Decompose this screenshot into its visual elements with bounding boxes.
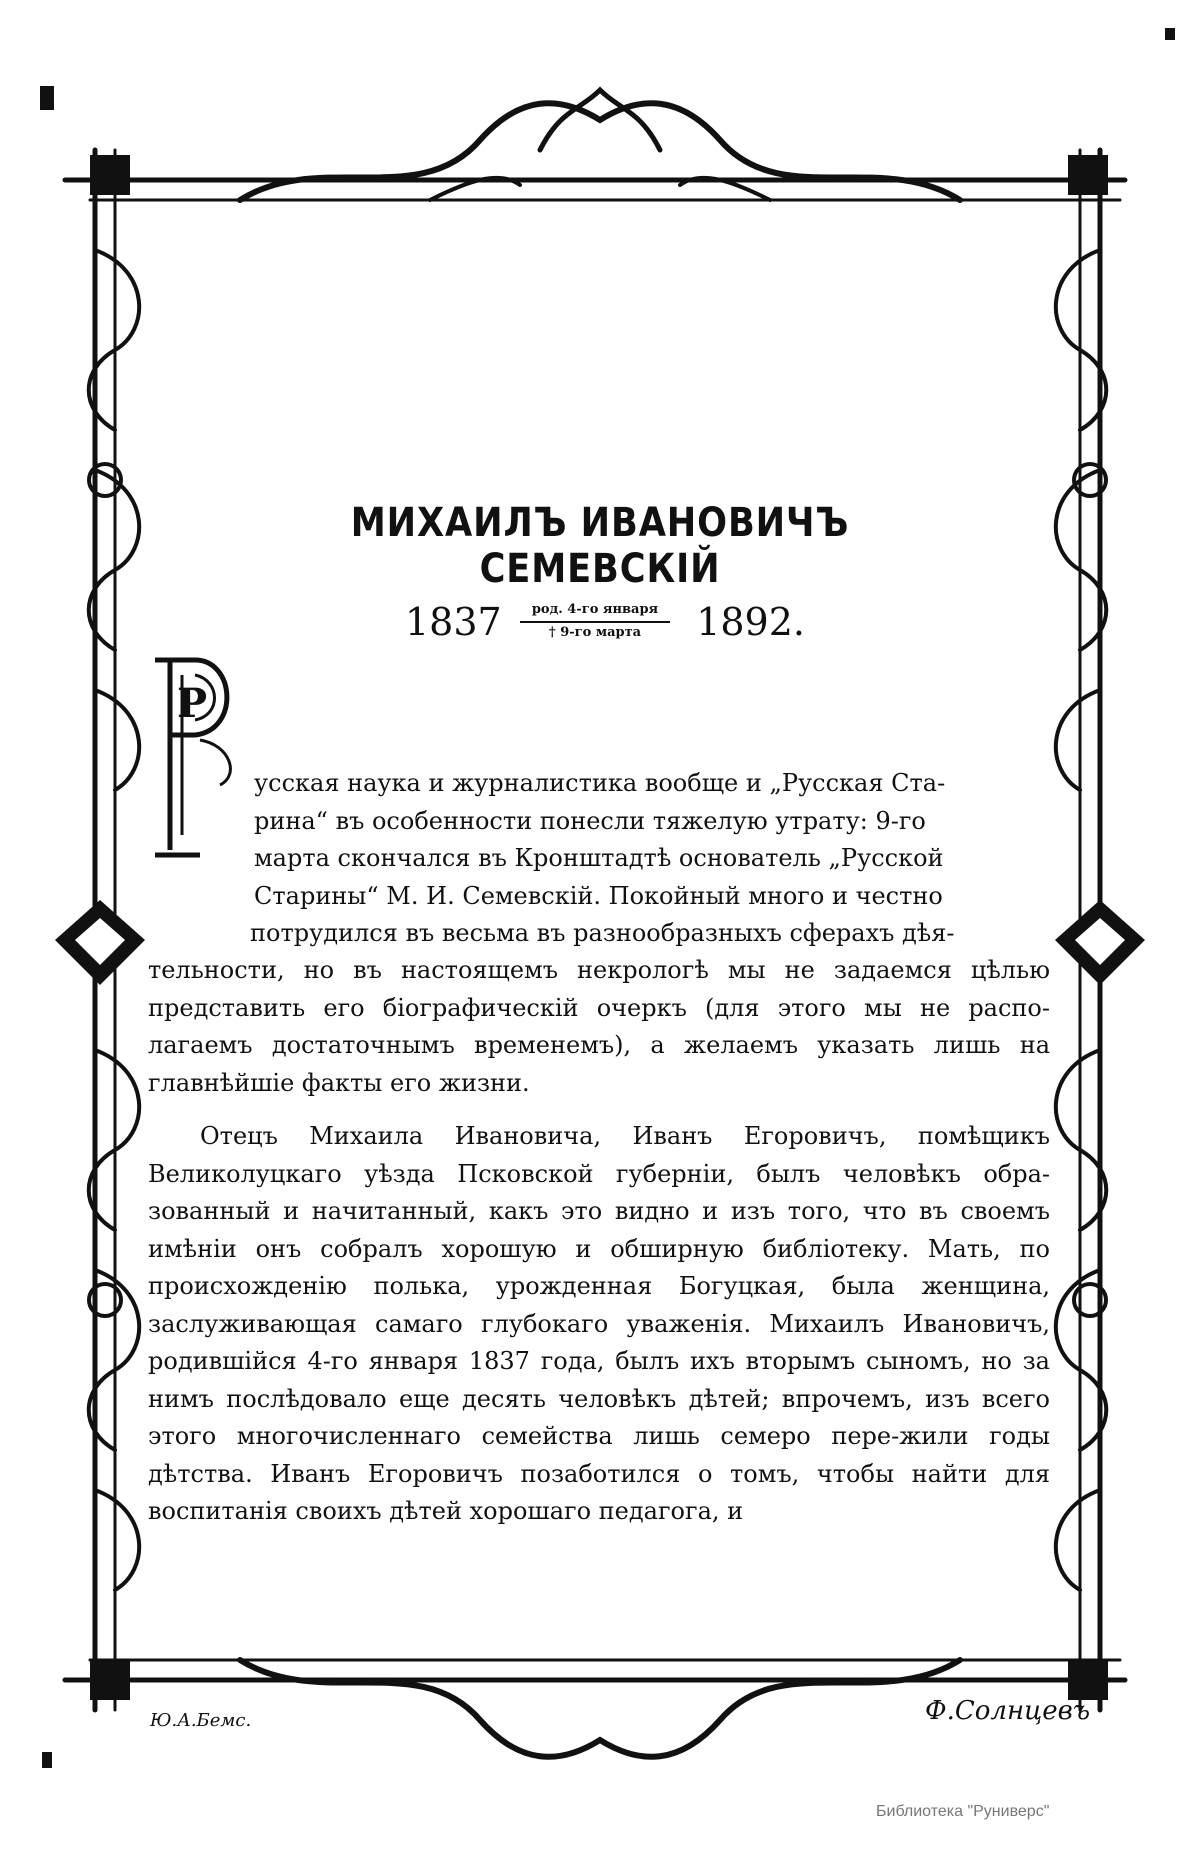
artist-signature: Ф.Солнцевъ: [925, 1696, 1091, 1726]
library-watermark: Библиотека "Руниверс": [876, 1803, 1050, 1820]
year-born: 1837: [405, 600, 502, 644]
page-title: МИХАИЛЪ ИВАНОВИЧЪ СЕМЕВСКIЙ: [350, 500, 850, 592]
paragraph-text: тельности, но въ настоящемъ некрологѣ мы не задаемся цѣлью представить его бiографическiй очеркъ (для этого мы не распо-лагаемъ достаточнымъ временемъ), а желаемъ указать лишь на главнѣйшiе факты его жизни.: [148, 956, 1050, 1097]
text-line: потрудился въ весьма въ разнообразныхъ сферахъ дѣя-: [250, 919, 955, 947]
paragraph-1-opening: [254, 765, 1050, 915]
drop-cap-initial: [140, 645, 250, 865]
born-note: род. 4-го января: [520, 602, 670, 623]
year-died: 1892.: [696, 600, 805, 644]
paragraph-text: Отецъ Михаила Ивановича, Иванъ Егоровичъ, помѣщикъ Великолуцкаго уѣзда Псковской губернiи, былъ человѣкъ обра-зованный и начитанный, какъ это видно и изъ того, что въ своемъ имѣнiи онъ собралъ хорошую и обширную библiотеку. Мать, по происхожденiю полька, урожденная Богуцкая, была женщина, заслуживающая самаго глубокаго уваженiя. Михаилъ Ивановичъ, родившiйся 4-го января 1837 года, былъ ихъ вторымъ сыномъ, но за нимъ послѣдовало еще десять человѣкъ дѣтей; впрочемъ, изъ всего этого многочисленнаго семейства лишь семеро пере-жили годы дѣтства. Иванъ Егоровичъ позаботился о томъ, чтобы найти для воспитанiя своихъ дѣтей хорошаго педагога, и: [148, 1122, 1050, 1525]
life-dates: [405, 600, 805, 670]
paragraph-1-continuation: [148, 952, 1050, 1102]
paragraph-1-line: [250, 915, 1050, 953]
drop-cap-letter: Р: [176, 680, 208, 727]
text-line: усская наука и журналистика вообще и „Русская Ста-: [254, 769, 946, 797]
engraver-signature: Ю.А.Бемс.: [150, 1710, 252, 1731]
date-notes: [520, 602, 670, 642]
text-line: Старины“ М. И. Семевскiй. Покойный много и честно: [254, 881, 943, 910]
died-note: † 9-го марта: [548, 624, 642, 640]
text-line: рина“ въ особенности понесли тяжелую утрату: 9-го: [254, 806, 926, 835]
paragraph-2: [148, 1118, 1050, 1531]
text-line: марта скончался въ Кронштадтѣ основатель „Русской: [254, 844, 944, 872]
